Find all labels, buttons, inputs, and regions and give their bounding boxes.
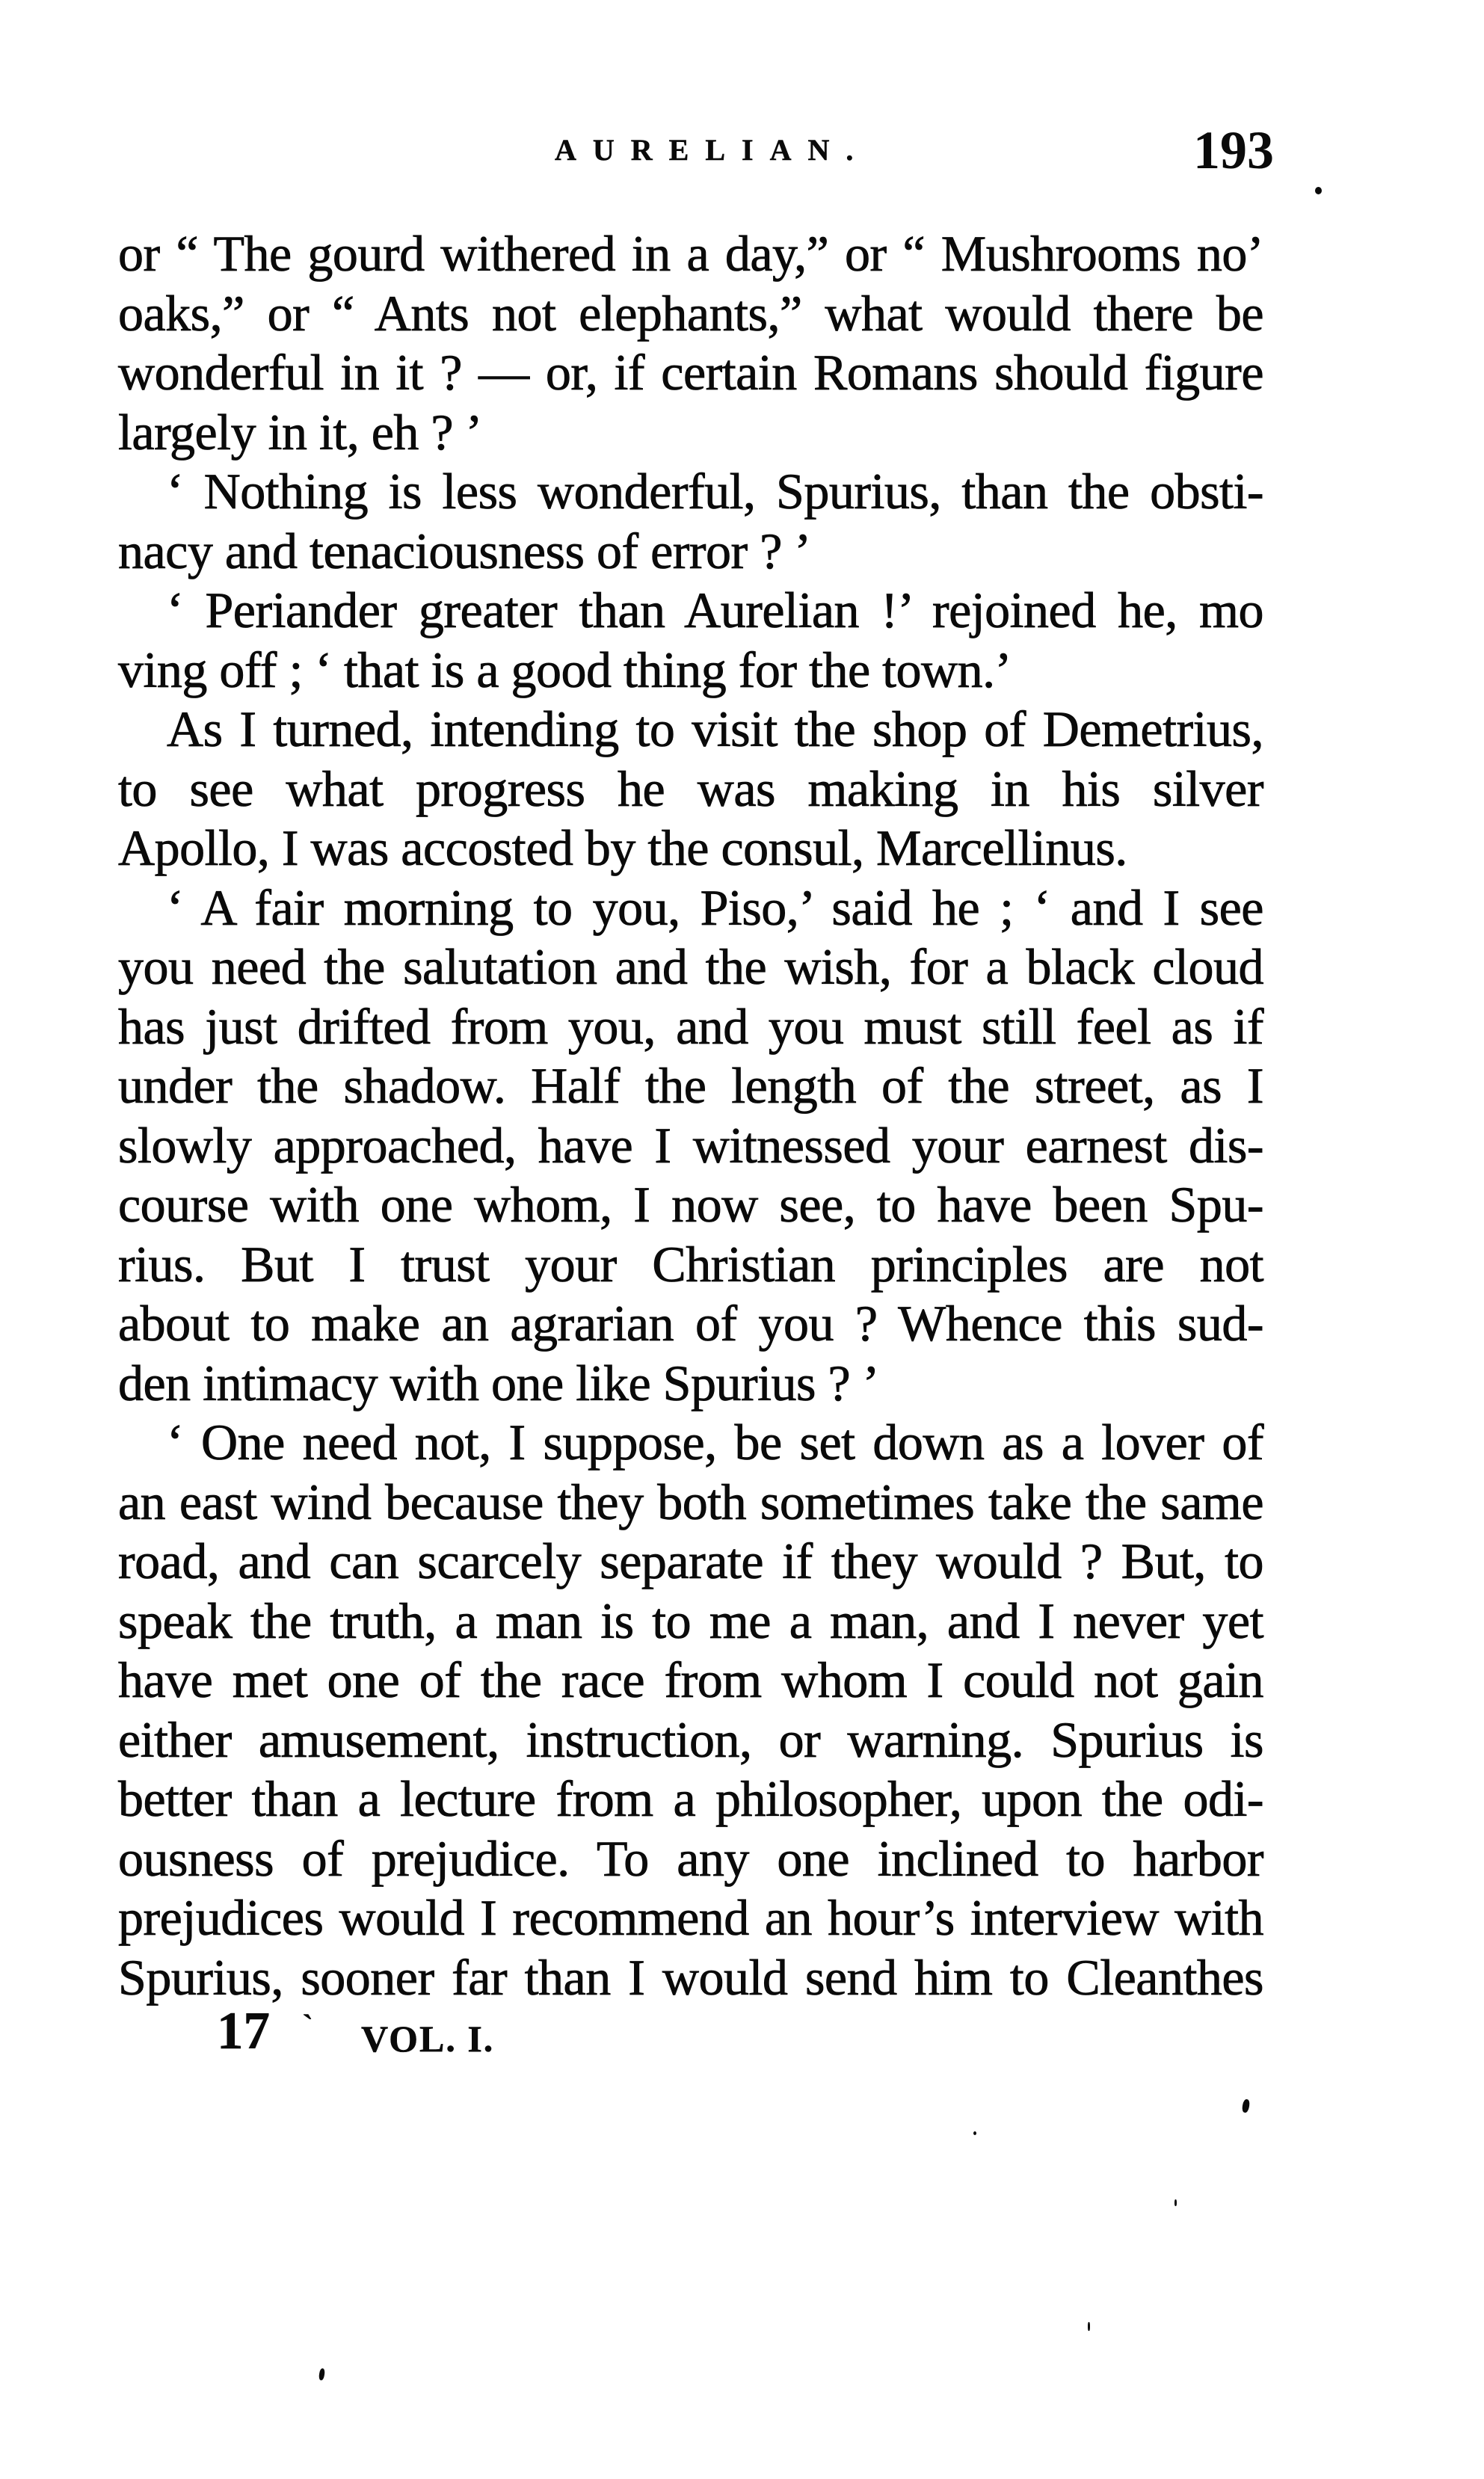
page-body-text bbox=[118, 224, 1263, 2007]
text-line: ousness of prejudice. To any one inclined to harbor bbox=[118, 1829, 1263, 1887]
text-line: nacy and tenaciousness of error ? ’ bbox=[118, 522, 811, 579]
text-line: wonderful in it ? — or, if certain Romans should figure bbox=[118, 344, 1263, 401]
text-line: As I turned, intending to visit the shop of Demetrius, bbox=[167, 700, 1263, 757]
volume-label: VOL. I. bbox=[361, 2018, 495, 2060]
text-line: has just drifted from you, and you must still feel as if bbox=[118, 997, 1263, 1055]
text-line: slowly approached, have I witnessed your earnest dis- bbox=[118, 1116, 1263, 1174]
text-line: ving off ; ‘ that is a good thing for the town.’ bbox=[118, 641, 1012, 698]
text-line: better than a lecture from a philosopher, upon the odi- bbox=[118, 1770, 1263, 1827]
text-line: you need the salutation and the wish, for a black cloud bbox=[118, 938, 1263, 995]
page-number: 193 bbox=[1193, 120, 1274, 180]
text-line: road, and can scarcely separate if they would ? But, to bbox=[118, 1533, 1263, 1589]
text-line: speak the truth, a man is to me a man, and I never yet bbox=[118, 1592, 1263, 1649]
scan-speck bbox=[1315, 187, 1322, 194]
text-line: course with one whom, I now see, to have been Spu- bbox=[118, 1176, 1263, 1233]
scan-speck bbox=[1242, 2098, 1251, 2113]
text-line: rius. But I trust your Christian principles are not bbox=[118, 1235, 1263, 1293]
text-line: an east wind because they both sometimes take the same bbox=[118, 1473, 1263, 1530]
text-line: ‘ A fair morning to you, Piso,’ said he ; ‘ and I see bbox=[167, 878, 1263, 936]
text-line: ‘ Nothing is less wonderful, Spurius, than the obsti- bbox=[167, 463, 1263, 520]
scan-speck bbox=[973, 2131, 976, 2135]
text-line: ‘ One need not, I suppose, be set down as a lover of bbox=[167, 1414, 1263, 1471]
text-line: about to make an agrarian of you ? Whence this sud- bbox=[118, 1295, 1263, 1352]
text-line: or “ The gourd withered in a day,” or “ Mushrooms no’ bbox=[118, 225, 1263, 282]
scan-speck bbox=[318, 2368, 325, 2381]
text-line: largely in it, eh ? ’ bbox=[118, 403, 482, 461]
text-line: either amusement, instruction, or warning. Spurius is bbox=[118, 1710, 1263, 1768]
text-line: den intimacy with one like Spurius ? ’ bbox=[118, 1354, 879, 1411]
text-line: oaks,” or “ Ants not elephants,” what would there be bbox=[118, 284, 1263, 342]
text-line: to see what progress he was making in his silver bbox=[118, 760, 1263, 817]
text-line: have met one of the race from whom I could not gain bbox=[118, 1651, 1263, 1708]
scan-speck bbox=[1174, 2199, 1177, 2206]
scan-speck bbox=[1088, 2322, 1090, 2331]
text-line: under the shadow. Half the length of the street, as I bbox=[118, 1057, 1263, 1114]
running-header-title: AURELIAN. bbox=[555, 133, 870, 167]
signature-number: 17 bbox=[217, 2002, 270, 2060]
text-line: Apollo, I was accosted by the consul, Marcellinus. bbox=[118, 819, 1127, 876]
text-line: ‘ Periander greater than Aurelian !’ rejoined he, mo bbox=[167, 582, 1263, 638]
footer-separator-mark: ` bbox=[302, 2007, 314, 2045]
text-line: prejudices would I recommend an hour’s interview with bbox=[118, 1889, 1263, 1946]
text-line: Spurius, sooner far than I would send him to Cleanthes bbox=[118, 1948, 1263, 2006]
